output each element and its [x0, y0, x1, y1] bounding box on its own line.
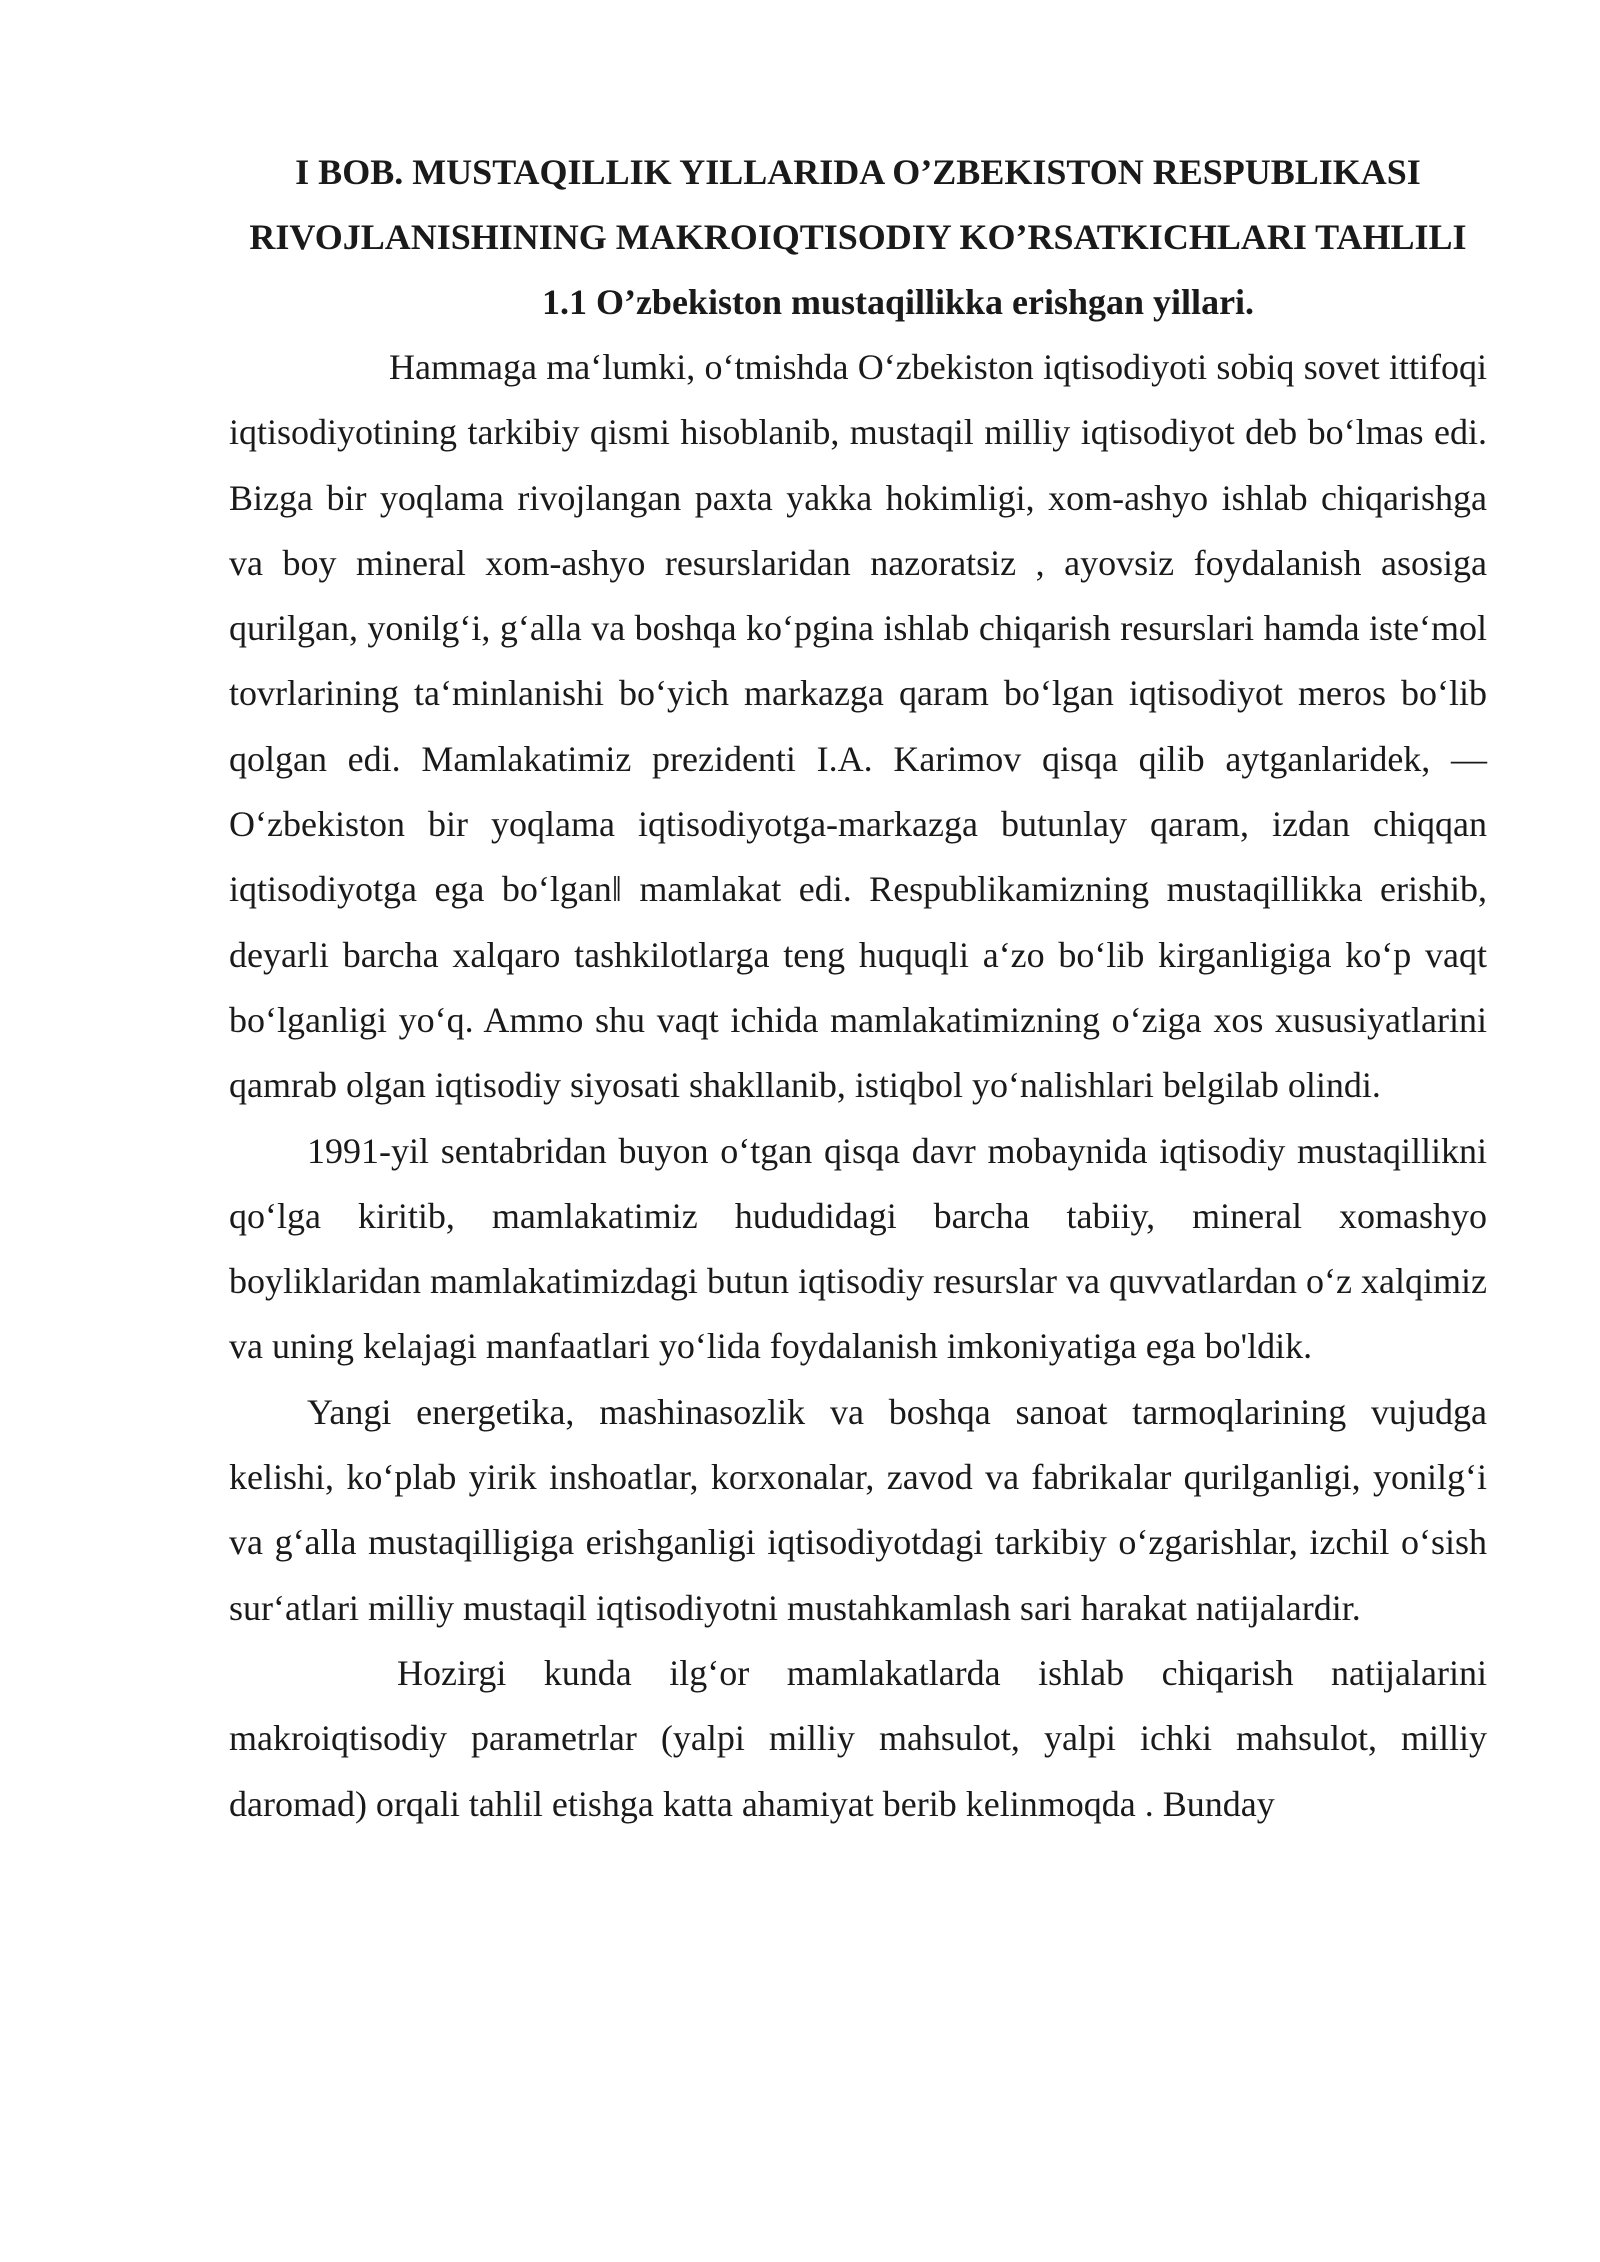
paragraph-4: Hozirgi kunda ilg‘or mamlakatlarda ishlab chiqarish natijalarini makroiqtisodiy parametrlar (yalpi milliy mahsulot, yalpi ichki mahsulot, milliy daromad) orqali tahlil etishga katta ahamiyat berib kelinmoqda . Bunday [229, 1652, 1487, 1824]
paragraph-2: 1991-yil sentabridan buyon o‘tgan qisqa davr mobaynida iqtisodiy mustaqillikni qo‘lga kiritib, mamlakatimiz hududidagi barcha tabiiy, mineral xomashyo boyliklaridan mamlakatimizdagi butun iqtisodiy resurslar va quvvatlardan o‘z xalqimiz va uning kelajagi manfaatlari yo‘lida foydalanish imkoniyatiga ega bo'ldik. [229, 1130, 1487, 1367]
chapter-heading: I BOB. MUSTAQILLIK YILLARIDA O’ZBEKISTON RESPUBLIKASI RIVOJLANISHINING MAKROIQTISODIY KO’RSATKICHLARI TAHLILI [249, 152, 1467, 257]
paragraph-1: Hammaga ma‘lumki, o‘tmishda O‘zbekiston iqtisodiyoti sobiq sovet ittifoqi iqtisodiyotining tarkibiy qismi hisoblanib, mustaqil milliy iqtisodiyot deb bo‘lmas edi. Bizga bir yoqlama rivojlangan paxta yakka hokimligi, xom-ashyo ishlab chiqarishga va boy mineral xom-ashyo resurslaridan nazoratsiz , ayovsiz foydalanish asosiga qurilgan, yonilg‘i, g‘alla va boshqa ko‘pgina ishlab chiqarish resurslari hamda iste‘mol tovrlarining ta‘minlanishi bo‘yich markazga qaram bo‘lgan iqtisodiyot meros bo‘lib qolgan edi. Mamlakatimiz prezidenti I.A. Karimov qisqa qilib aytganlaridek, ― O‘zbekiston bir yoqlama iqtisodiyotga-markazga butunlay qaram, izdan chiqqan iqtisodiyotga ega bo‘lgan‖ mamlakat edi. Respublikamizning mustaqillikka erishib, deyarli barcha xalqaro tashkilotlarga teng huquqli a‘zo bo‘lib kirganligiga ko‘p vaqt bo‘lganligi yo‘q. Ammo shu vaqt ichida mamlakatimizning o‘ziga xos xususiyatlarini qamrab olgan iqtisodiy siyosati shakllanib, istiqbol yo‘nalishlari belgilab olindi. [229, 347, 1487, 1106]
paragraph-3: Yangi energetika, mashinasozlik va boshqa sanoat tarmoqlarining vujudga kelishi, ko‘plab yirik inshoatlar, korxonalar, zavod va fabrikalar qurilganligi, yonilg‘i va g‘alla mustaqilligiga erishganligi iqtisodiyotdagi tarkibiy o‘zgarishlar, izchil o‘sish sur‘atlari milliy mustaqil iqtisodiyotni mustahkamlash sari harakat natijalardir. [229, 1391, 1487, 1628]
section-heading: 1.1 O’zbekiston mustaqillikka erishgan yillari. [541, 282, 1255, 322]
document-body [229, 140, 1487, 1837]
